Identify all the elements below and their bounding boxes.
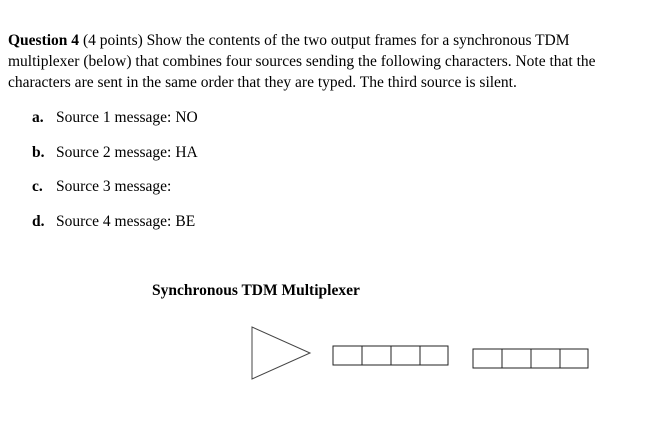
frame-1-slot	[420, 346, 448, 365]
source-label: Source 4 message:	[56, 212, 172, 230]
frame-2-slot	[502, 349, 531, 368]
frame-2-slot	[531, 349, 560, 368]
question-label: Question 4	[8, 32, 80, 49]
source-label: Source 1 message:	[56, 109, 172, 126]
frame-1-slot	[333, 346, 362, 365]
frame-1-slot	[362, 346, 391, 365]
source-label: Source 3 message:	[56, 178, 172, 195]
diagram-title: Synchronous TDM Multiplexer	[152, 282, 360, 299]
source-label: Source 2 message:	[56, 143, 172, 161]
frame-1-slot	[391, 346, 420, 365]
frame-2-slot	[473, 349, 502, 368]
frame-2-slot	[560, 349, 588, 368]
source-message: HA	[175, 143, 198, 161]
source-message: BE	[175, 212, 196, 230]
item-letter: d.	[32, 212, 45, 230]
question-body: (4 points) Show the contents of the two output frames for a synchronous TDM multiplexer (below) that combines four sources sending the following characters. Note that the characters are sent in the same order that they are typed. The third source is silent.	[8, 32, 596, 91]
output-frame-1	[333, 346, 448, 365]
item-letter: c.	[32, 178, 43, 195]
output-frame-2	[473, 349, 588, 368]
multiplexer-triangle-icon	[252, 327, 310, 379]
item-letter: b.	[32, 143, 45, 161]
source-message: NO	[175, 109, 198, 126]
item-letter: a.	[32, 109, 44, 126]
